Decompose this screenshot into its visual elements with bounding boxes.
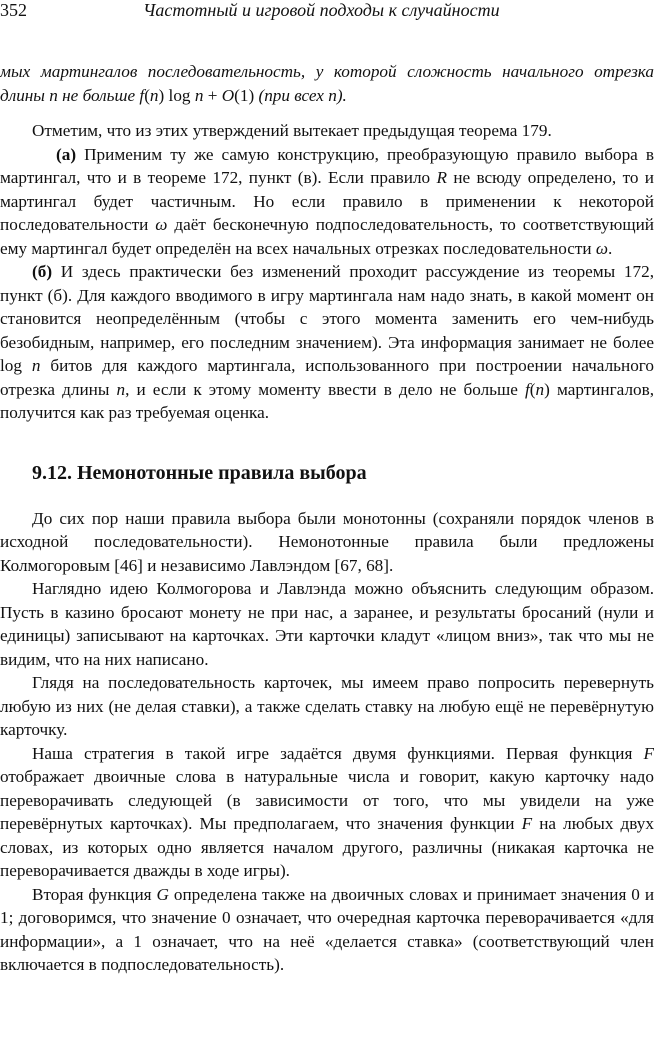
text-run: битов для каждого мартингала, использованного при построении начального отрезка длины xyxy=(0,356,654,399)
running-head xyxy=(0,0,654,22)
text-run: даёт бесконечную подпоследовательность, то соответствующий ему мартингал будет определён на всех начальных отрезках последовательности xyxy=(0,215,654,258)
text-run: Вторая функция xyxy=(32,884,152,904)
math-omega: ω xyxy=(595,238,608,258)
math-n: n xyxy=(116,379,126,399)
paragraph xyxy=(0,742,654,883)
paragraph-continuation xyxy=(0,60,654,107)
paragraph: Глядя на последовательность карточек, мы имеем право попросить перевернуть любую из них (не делая ставки), а также сделать ставку на любую ещё не перевёрнутую карточку. xyxy=(0,673,654,739)
text-run: определена также на двоичных словах и принимает значения 0 и 1; договоримся, что значение 0 означает, что очередная карточка переворачивается «для информации», а 1 означает, что на неё «делается ставка» (соответствующий член включается в подпоследовательность). xyxy=(0,884,654,974)
item-label: (б) xyxy=(32,262,53,281)
text-run: Применим ту же самую конструкцию, преобразующую правило выбора в мартингал, что и в теореме 172, пункт (в). Если правило xyxy=(0,144,654,187)
paragraph xyxy=(0,883,654,977)
math-big-o: O xyxy=(221,85,235,105)
paragraph-item-a xyxy=(0,143,654,261)
text-run: мых мартингалов последовательность, у которой сложность начального отрезка длины xyxy=(0,62,654,105)
math-f-upper: F xyxy=(521,814,533,833)
math-n: n xyxy=(149,85,159,105)
text-run: отображает двоичные слова в натуральные числа и говорит, какую карточку надо переворачивать следующей (в зависимости от того, что мы увидели на уже перевёрнутых карточках). Мы предполагаем, что значения функции xyxy=(0,767,654,833)
text-run: не всюду определено, то и мартингал будет частичным. Но если правило в применении к некоторой последовательности xyxy=(0,168,654,234)
text-run: И здесь практически без изменений проходит рассуждение из теоремы 172, пункт (б). Для каждого вводимого в игру мартингала нам надо знать, в какой момент он становится неопределённым (чтобы с этого момента заменить его чем-нибудь безобидным, например, его последним значением). Эта информация занимает не более xyxy=(0,262,654,352)
math-n: n xyxy=(328,85,337,105)
text-run: Наша стратегия в такой игре задаётся двумя функциями. Первая функция xyxy=(32,743,633,763)
text-run: . xyxy=(608,238,613,258)
paragraph: До сих пор наши правила выбора были монотонны (сохраняли порядок членов в исходной последовательности). Немонотонные правила были предложены Колмогоровым [46] и независимо Лавлэндом [67, 68]. xyxy=(0,508,654,575)
math-paren: ) xyxy=(544,379,550,399)
math-paren: ( xyxy=(529,379,536,399)
text-run: (при всех xyxy=(258,85,324,105)
paragraph-item-b xyxy=(0,260,654,425)
math-f-upper: F xyxy=(643,743,654,763)
text-run: мартингалов, получится как раз требуемая оценка. xyxy=(0,379,654,422)
math-n: n xyxy=(31,356,41,375)
math-f: f xyxy=(139,85,145,105)
math-n: n xyxy=(194,85,204,105)
spacer xyxy=(0,485,654,507)
item-label: (а) xyxy=(56,144,77,164)
body-text xyxy=(0,60,654,977)
text-run: , и если к этому моменту ввести в дело не больше xyxy=(125,379,518,399)
math-g: G xyxy=(156,884,169,904)
math-n: n xyxy=(49,85,58,105)
text-run: не больше xyxy=(62,85,136,105)
math-r: R xyxy=(436,168,447,187)
paragraph: Наглядно идею Колмогорова и Лавлэнда можно объяснить следующим образом. Пусть в казино бросают монету не при нас, а заранее, и результаты бросаний (нули и единицы) записывают на карточках. Эти карточки кладут «лицом вниз», так что мы не видим, что на них написано. xyxy=(0,579,654,669)
math-plus: + xyxy=(207,85,218,105)
running-title: Частотный и игровой подходы к случайности xyxy=(143,0,500,20)
section-heading: 9.12. Немонотонные правила выбора xyxy=(32,461,367,484)
math-log: log xyxy=(168,85,191,105)
spacer xyxy=(0,107,654,119)
math-log: log xyxy=(0,356,22,375)
math-paren: (1) xyxy=(234,85,255,105)
math-omega: ω xyxy=(155,215,168,234)
math-n: n xyxy=(535,379,545,399)
math-paren: ) xyxy=(158,85,165,105)
math-paren: ( xyxy=(144,85,150,105)
text-run: ). xyxy=(336,85,347,105)
spacer xyxy=(0,425,654,461)
paragraph: Отметим, что из этих утверждений вытекает предыдущая теорема 179. xyxy=(32,121,552,140)
text-run: на любых двух словах, из которых одно является началом другого, различны (никакая карточка не переворачивается дважды в ходе игры). xyxy=(0,814,654,880)
math-f: f xyxy=(525,379,530,399)
page-number: 352 xyxy=(0,0,27,20)
